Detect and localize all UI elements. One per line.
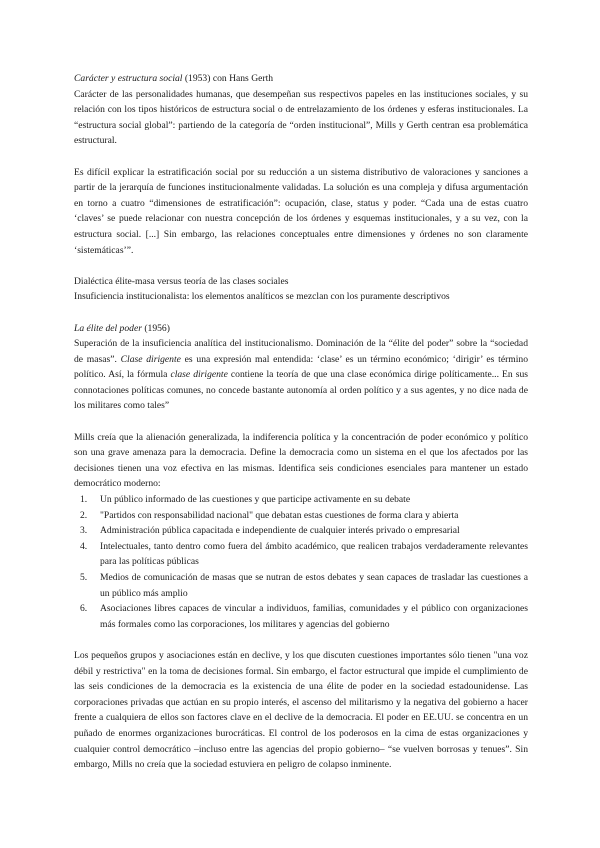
list-number: 3. [80,525,88,537]
line-insuficiencia: Insuficiencia institucionalista: los elementos analíticos se mezclan con los puramente descriptivos [74,291,450,303]
section-heading-caracter [74,71,528,87]
paragraph-mills-democracia: Mills creía que la alienación generalizada, la indiferencia política y la concentración de poder económico y político son una grave amenaza para la democracia. Define la democracia como un sistema en el que los afectados por las decisiones tienen una voz efectiva en las mismas. Identifica seis condiciones esenciales para mantener un estado democrático moderno: [74,431,528,490]
list-item [74,601,528,632]
list-number: 1. [80,494,88,506]
paragraph-estratificacion: Es difícil explicar la estratificación social por su reducción a un sistema distributivo de valoraciones y sanciones a partir de la jerarquía de funciones institucionalmente validadas. La solución es una compleja y difusa argumentación en torno a cuatro “dimensiones de estratificación”: ocupación, clase, status y poder. “Cada una de estas cuatro ‘claves’ se puede relacionar con nuestra concepción de los órdenes y esquemas institucionales, y a su vez, con la estructura social. [...] Sin embargo, las relaciones conceptuales entre dimensiones y órdenes no son claramente ‘sistemáticas’”. [74,166,528,256]
list-text: Asociaciones libres capaces de vincular a individuos, familias, comunidades y el público con organizaciones más formales como las corporaciones, los militares y agencias del gobierno [100,603,528,630]
list-item [74,523,528,539]
list-item [74,539,528,570]
list-item [74,570,528,601]
list-text: "Partidos con responsabilidad nacional" que debatan estas cuestiones de forma clara y abierta [100,509,459,521]
list-number: 5. [80,572,88,583]
heading-title-italic: Carácter y estructura social [74,73,183,84]
paragraph-caracter: Carácter de las personalidades humanas, que desempeñan sus respectivos papeles en las instituciones sociales, y su relación con los tipos históricos de estructura social o de entrelazamiento de los órdenes y esferas institucionales. La “estructura social global”: partiendo de la categoría de “orden institucional”, Mills y Gerth centran esa problemática estructural. [74,88,528,147]
list-text: Un público informado de las cuestiones y que participe activamente en su debate [100,494,411,506]
list-number: 6. [80,603,88,615]
italic-term: Clase dirigente [120,353,181,365]
line-dialectica: Dialéctica élite-masa versus teoría de las clases sociales [74,275,289,287]
section-heading-elite [74,321,528,337]
heading-year: (1956) [141,322,170,334]
text-run: Superación de la insuficiencia analítica del institucionalismo. Dominación de la “élite del poder” sobre la “sociedad de masas”. [74,338,528,365]
heading-year: (1953) con Hans Gerth [182,73,274,84]
list-number: 4. [80,540,88,552]
conditions-list [74,492,528,632]
italic-term: clase dirigente [170,369,228,381]
list-item [74,508,528,524]
list-text: Medios de comunicación de masas que se nutran de estos debates y sean capaces de trasladar las cuestiones a un público más amplio [100,572,528,599]
list-item [74,492,528,508]
paragraph-pequenos-grupos: Los pequeños grupos y asociaciones están en declive, y los que discuten cuestiones importantes sólo tienen "una voz débil y restrictiva" en la toma de decisiones formal. Sin embargo, el factor estructural que impide el cumplimiento de las seis condiciones de la democracia es la existencia de una élite de poder en la sociedad estadounidense. Las corporaciones privadas que actúan en su propio interés, el ascenso del militarismo y la negativa del gobierno a hacer frente a cualquiera de ellos son factores clave en el declive de la democracia. El poder en EE.UU. se concentra en un puñado de enormes organizaciones burocráticas. El control de los poderosos en la cima de estas organizaciones y cualquier control democrático –incluso entre las agencias del propio gobierno– “se vuelven borrosas y tenues”. Sin embargo, Mills no creía que la sociedad estuviera en peligro de colapso inminente. [74,649,528,771]
heading-title-italic: La élite del poder [74,322,142,334]
text-run: contiene la teoría de que una clase económica dirige políticamente... En sus connotaciones políticas comunes, no concede bastante autonomía al orden político y a sus agentes, y no dice nada de los militares como tales” [74,369,529,412]
paragraph-superacion [74,336,528,414]
list-text: Intelectuales, tanto dentro como fuera del ámbito académico, que realicen trabajos verdaderamente relevantes para las políticas públicas [100,540,528,568]
text-run: es una expresión mal entendida: ‘clase’ es un término económico; ‘dirigir’ es término político. Así, la fórmula [74,353,528,381]
list-number: 2. [80,509,88,521]
list-text: Administración pública capacitada e independiente de cualquier interés privado o empresarial [100,525,460,537]
document-body [74,71,528,773]
